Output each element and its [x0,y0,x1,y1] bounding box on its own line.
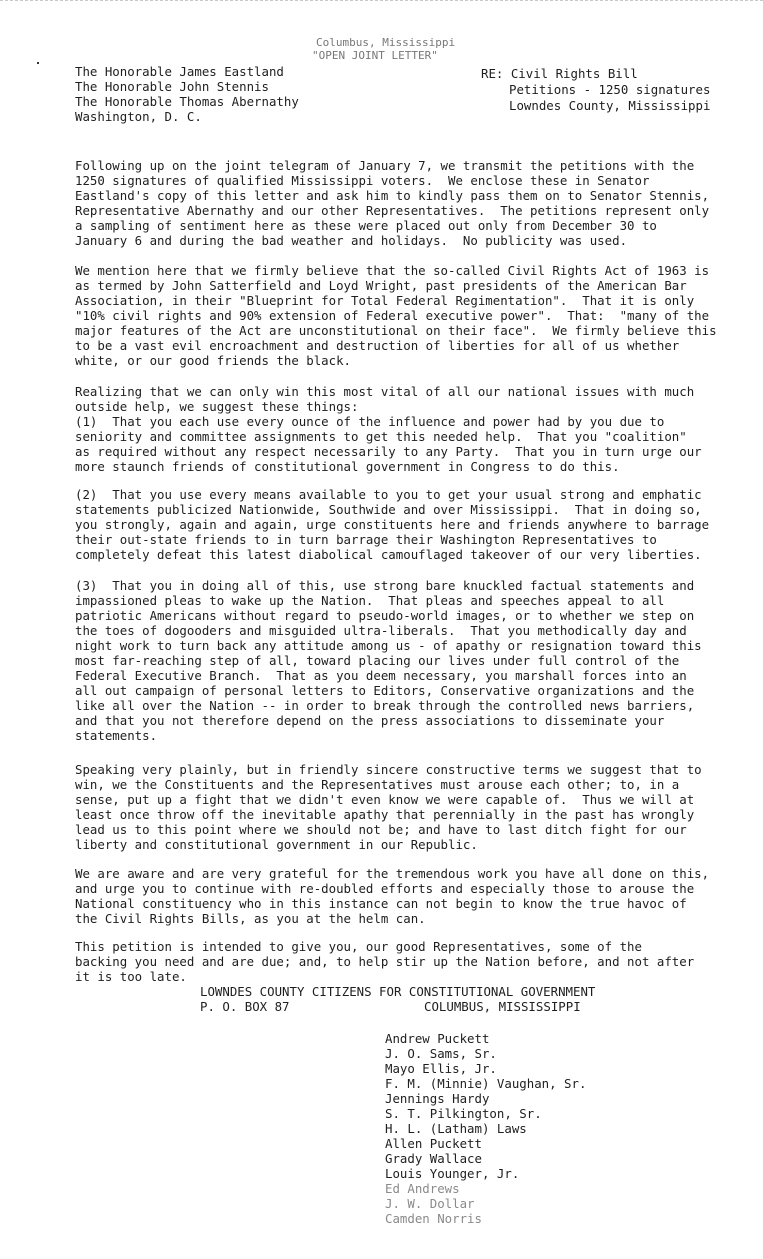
paragraph-5 [75,578,702,743]
addressee-block [75,64,299,124]
text-line: and that you not therefore depend on the press associations to disseminate your [75,713,665,728]
organization-name: LOWNDES COUNTY CITIZENS FOR CONSTITUTIONAL GOVERNMENT [200,984,596,999]
text-line: to be a vast evil encroachment and destruction of liberties for all of us whether [75,338,680,353]
text-line: (1) That you each use every ounce of the influence and power had by you due to [75,414,665,429]
paragraph-4 [75,487,709,562]
organization-box: P. O. BOX 87 [200,999,290,1014]
text-line: white, or our good friends the black. [75,353,352,368]
text-line: completely defeat this latest diabolical camouflaged takeover of our very liberties. [75,547,702,562]
signatory: J. O. Sams, Sr. [385,1046,497,1061]
text-line: as required without any respect necessarily to any Party. That you in turn urge our [75,444,702,459]
signatory: Andrew Puckett [385,1031,490,1046]
header-stamp: "OPEN JOINT LETTER" [312,49,438,62]
text-line: most far-reaching step of all, toward placing our lives under full control of the [75,653,680,668]
text-line: lead us to this point where we should not be; and have to last ditch fight for our [75,822,687,837]
signatory: F. M. (Minnie) Vaughan, Sr. [385,1076,587,1091]
text-line: Speaking very plainly, but in friendly sincere constructive terms we suggest that to [75,762,702,777]
text-line: a sampling of sentiment here as these were placed out only from December 30 to [75,218,657,233]
text-line: January 6 and during the bad weather and holidays. No publicity was used. [75,233,628,248]
text-line: sense, put up a fight that we didn't even know we were capable of. Thus we will at [75,792,695,807]
text-line: Eastland's copy of this letter and ask him to kindly pass them on to Senator Stennis, [75,188,710,203]
paragraph-1 [75,158,709,248]
header-place: Columbus, Mississippi [316,36,456,49]
signatory: Louis Younger, Jr. [385,1166,520,1181]
signatory: S. T. Pilkington, Sr. [385,1106,542,1121]
paragraph-6 [75,762,702,852]
signatory: Allen Puckett [385,1136,482,1151]
text-line: backing you need and are due; and, to help stir up the Nation before, and not after [75,954,695,969]
text-line: patriotic Americans without regard to pseudo-world images, or to whether we step on [75,608,695,623]
text-line: statements publicized Nationwide, Southwide and over Mississippi. That in doing so, [75,502,702,517]
text-line: (3) That you in doing all of this, use strong bare knuckled factual statements and [75,578,695,593]
text-line: the Civil Rights Bills, as you at the helm can. [75,911,426,926]
text-line: you strongly, again and again, urge constituents here and friends anywhere to barrage [75,517,710,532]
re-county: Lowndes County, Mississippi [509,98,711,113]
organization-city: COLUMBUS, MISSISSIPPI [424,999,581,1014]
text-line: as termed by John Satterfield and Loyd Wright, past presidents of the American Bar [75,278,687,293]
addressee-line: The Honorable James Eastland [75,64,284,79]
text-line: it is too late. [75,969,187,984]
margin-dot [37,62,39,64]
addressee-line: Washington, D. C. [75,109,202,124]
text-line: National constituency who in this instance can not begin to know the true havoc of [75,896,687,911]
text-line: statements. [75,728,158,743]
signatory: J. W. Dollar [385,1196,475,1211]
text-line: 1250 signatures of qualified Mississippi voters. We enclose these in Senator [75,173,650,188]
text-line: and urge you to continue with re-doubled efforts and especially those to arouse the [75,881,695,896]
text-line: more staunch friends of constitutional government in Congress to do this. [75,459,620,474]
text-line: win, we the Constituents and the Representatives must arouse each other; to, in a [75,777,680,792]
text-line: Realizing that we can only win this most vital of all our national issues with much [75,384,695,399]
signatory: Camden Norris [385,1211,482,1226]
text-line: like all over the Nation -- in order to break through the controlled news barriers, [75,698,695,713]
addressee-line: The Honorable John Stennis [75,79,269,94]
text-line: This petition is intended to give you, our good Representatives, some of the [75,939,642,954]
text-line: all out campaign of personal letters to Editors, Conservative organizations and the [75,683,695,698]
paragraph-3 [75,384,702,474]
signatory: Ed Andrews [385,1181,460,1196]
re-subject: RE: Civil Rights Bill [481,66,638,81]
text-line: seniority and committee assignments to get this needed help. That you "coalition" [75,429,687,444]
text-line: the toes of dogooders and misguided ultra-liberals. That you methodically day and [75,623,687,638]
text-line: (2) That you use every means available to you to get your usual strong and emphatic [75,487,702,502]
text-line: Association, in their "Blueprint for Total Federal Regimentation". That it is only [75,293,695,308]
signatory-list [385,1031,586,1226]
text-line: night work to turn back any attitude among us - of apathy or resignation toward this [75,638,702,653]
paragraph-8 [75,939,694,984]
signatory: Mayo Ellis, Jr. [385,1061,497,1076]
signatory: Grady Wallace [385,1151,482,1166]
paragraph-2 [75,263,717,368]
addressee-line: The Honorable Thomas Abernathy [75,94,299,109]
signatory: Jennings Hardy [385,1091,490,1106]
text-line: Federal Executive Branch. That as you deem necessary, you marshall forces into an [75,668,687,683]
top-perforation [0,0,763,1]
text-line: impassioned pleas to wake up the Nation. That pleas and speeches appeal to all [75,593,665,608]
paragraph-7 [75,866,709,926]
text-line: We are aware and are very grateful for the tremendous work you have all done on this, [75,866,710,881]
text-line: Representative Abernathy and our other Representatives. The petitions represent only [75,203,710,218]
text-line: liberty and constitutional government in our Republic. [75,837,478,852]
text-line: major features of the Act are unconstitutional on their face". We firmly believe this [75,323,717,338]
text-line: their out-state friends to in turn barrage their Washington Representatives to [75,532,657,547]
text-line: least once throw off the inevitable apathy that perennially in the past has wrongly [75,807,695,822]
text-line: "10% civil rights and 90% extension of Federal executive power". That: "many of the [75,308,710,323]
signatory: H. L. (Latham) Laws [385,1121,527,1136]
re-petitions: Petitions - 1250 signatures [509,82,711,97]
text-line: outside help, we suggest these things: [75,399,359,414]
text-line: We mention here that we firmly believe that the so-called Civil Rights Act of 1963 is [75,263,710,278]
text-line: Following up on the joint telegram of January 7, we transmit the petitions with the [75,158,695,173]
